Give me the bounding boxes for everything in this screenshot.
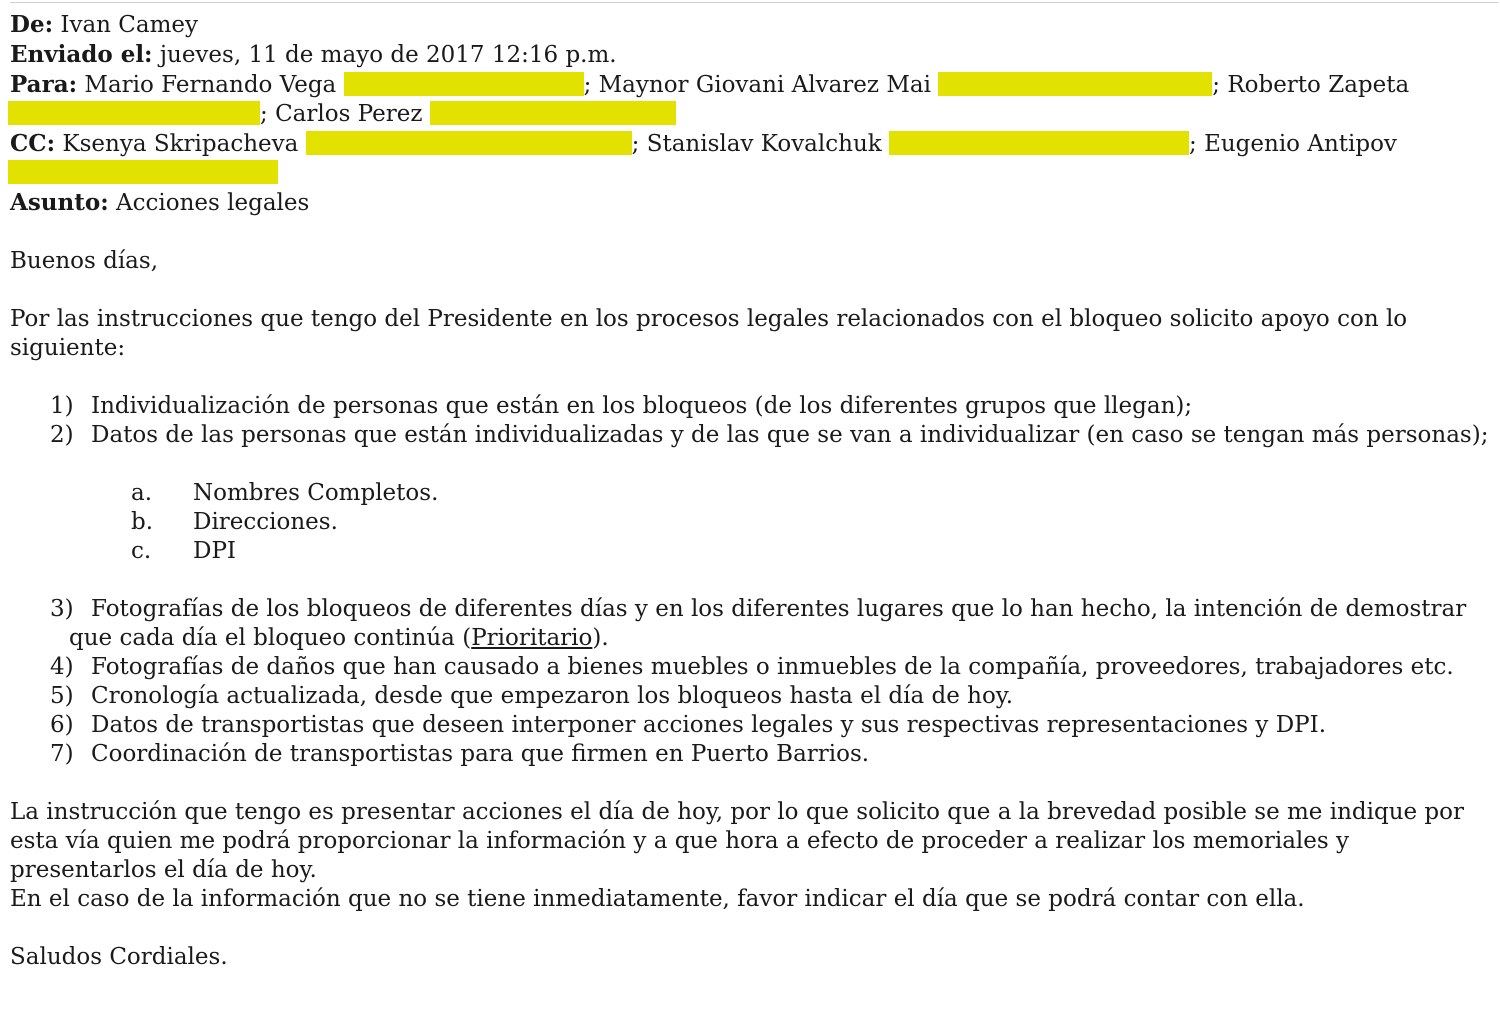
item-number: 6): [50, 712, 74, 738]
separator: ;: [1212, 72, 1220, 98]
cc-recipient: Stanislav Kovalchuk: [646, 131, 882, 157]
priority-emphasis: Prioritario: [471, 625, 593, 651]
sub-item-letter: a.: [131, 480, 153, 506]
to-recipient: Carlos Perez: [275, 101, 423, 127]
separator: ;: [583, 72, 592, 98]
item-text-part: ).: [592, 625, 609, 651]
redacted-email: [938, 72, 1212, 96]
item-text: Coordinación de transportistas para que firmen en Puerto Barrios.: [91, 741, 870, 767]
signoff: Saludos Cordiales.: [10, 944, 228, 970]
item-text: Datos de las personas que están individualizadas y de las que se van a individualizar (en caso se tengan más personas);: [91, 422, 1489, 448]
sub-item-letter: c.: [131, 538, 152, 564]
item-number: 4): [50, 654, 74, 680]
item-text: [69, 595, 1495, 653]
item-text: Individualización de personas que están en los bloqueos (de los diferentes grupos que llegan);: [91, 393, 1193, 419]
separator: ;: [260, 101, 268, 127]
sub-item-letter: b.: [131, 509, 154, 535]
sent-line: [10, 40, 1495, 70]
redacted-email: [8, 160, 278, 184]
list-item: [10, 653, 1495, 682]
cc-line-cont: [10, 159, 1495, 188]
intro-paragraph: Por las instrucciones que tengo del Presidente en los procesos legales relacionados con el bloqueo solicito apoyo con lo siguiente:: [10, 306, 1408, 361]
list-item: [10, 740, 1495, 769]
closing-paragraph: La instrucción que tengo es presentar acciones el día de hoy, por lo que solicito que a la brevedad posible se me indique por esta vía quien me podrá proporcionar la información y a que hora a efecto de proceder a realizar los memoriales y presentarlos el día de hoy.: [10, 799, 1464, 883]
item-number: 1): [50, 393, 74, 419]
closing-paragraph-2: En el caso de la información que no se tiene inmediatamente, favor indicar el día que se podrá contar con ella.: [10, 886, 1305, 912]
item-text: Datos de transportistas que deseen interponer acciones legales y sus respectivas representaciones y DPI.: [91, 712, 1327, 738]
separator: ;: [1189, 131, 1197, 157]
item-text: Cronología actualizada, desde que empezaron los bloqueos hasta el día de hoy.: [91, 683, 1014, 709]
to-label: Para:: [10, 71, 78, 98]
list-item: [10, 711, 1495, 740]
sub-item-text: Direcciones.: [193, 509, 338, 535]
list-item: [10, 421, 1495, 450]
list-item: [10, 595, 1495, 653]
greeting: Buenos días,: [10, 248, 159, 274]
sub-item-text: Nombres Completos.: [193, 480, 439, 506]
list-item: [10, 682, 1495, 711]
redacted-email: [344, 72, 584, 96]
cc-label: CC:: [10, 130, 56, 157]
item-text: Fotografías de daños que han causado a bienes muebles o inmuebles de la compañía, proveedores, trabajadores etc.: [91, 654, 1454, 680]
top-divider: [10, 2, 1498, 3]
request-list-continued: [10, 595, 1495, 769]
from-value: Ivan Camey: [60, 12, 199, 38]
item-number: 3): [50, 596, 74, 622]
item-number: 2): [50, 422, 74, 448]
redacted-email: [889, 131, 1189, 155]
subject-value: Acciones legales: [116, 190, 310, 216]
cc-line: [10, 129, 1495, 159]
item-number: 7): [50, 741, 74, 767]
from-line: [10, 10, 1495, 40]
redacted-email: [430, 101, 676, 125]
to-recipient: Roberto Zapeta: [1227, 72, 1410, 98]
sent-value: jueves, 11 de mayo de 2017 12:16 p.m.: [159, 42, 617, 68]
sub-list: [10, 479, 1495, 566]
sub-item: [10, 537, 1495, 566]
sent-label: Enviado el:: [10, 41, 153, 68]
from-label: De:: [10, 11, 54, 38]
separator: ;: [631, 131, 640, 157]
item-number: 5): [50, 683, 74, 709]
request-list: [10, 392, 1495, 450]
email-document: [10, 10, 1495, 972]
list-item: [10, 392, 1495, 421]
cc-recipient: Eugenio Antipov: [1204, 131, 1397, 157]
to-line-cont: [10, 100, 1495, 129]
sub-item-text: DPI: [193, 538, 237, 564]
item-text-part: Fotografías de los bloqueos de diferentes días y en los diferentes lugares que lo han hecho, la intención de demostrar que cada día el bloqueo continúa (: [69, 596, 1467, 651]
subject-label: Asunto:: [10, 189, 109, 216]
subject-line: [10, 188, 1495, 218]
sub-item: [10, 479, 1495, 508]
to-recipient: Mario Fernando Vega: [84, 72, 337, 98]
sub-item: [10, 508, 1495, 537]
to-line: [10, 70, 1495, 100]
to-recipient: Maynor Giovani Alvarez Mai: [598, 72, 931, 98]
redacted-email: [8, 101, 260, 125]
cc-recipient: Ksenya Skripacheva: [62, 131, 299, 157]
redacted-email: [306, 131, 632, 155]
